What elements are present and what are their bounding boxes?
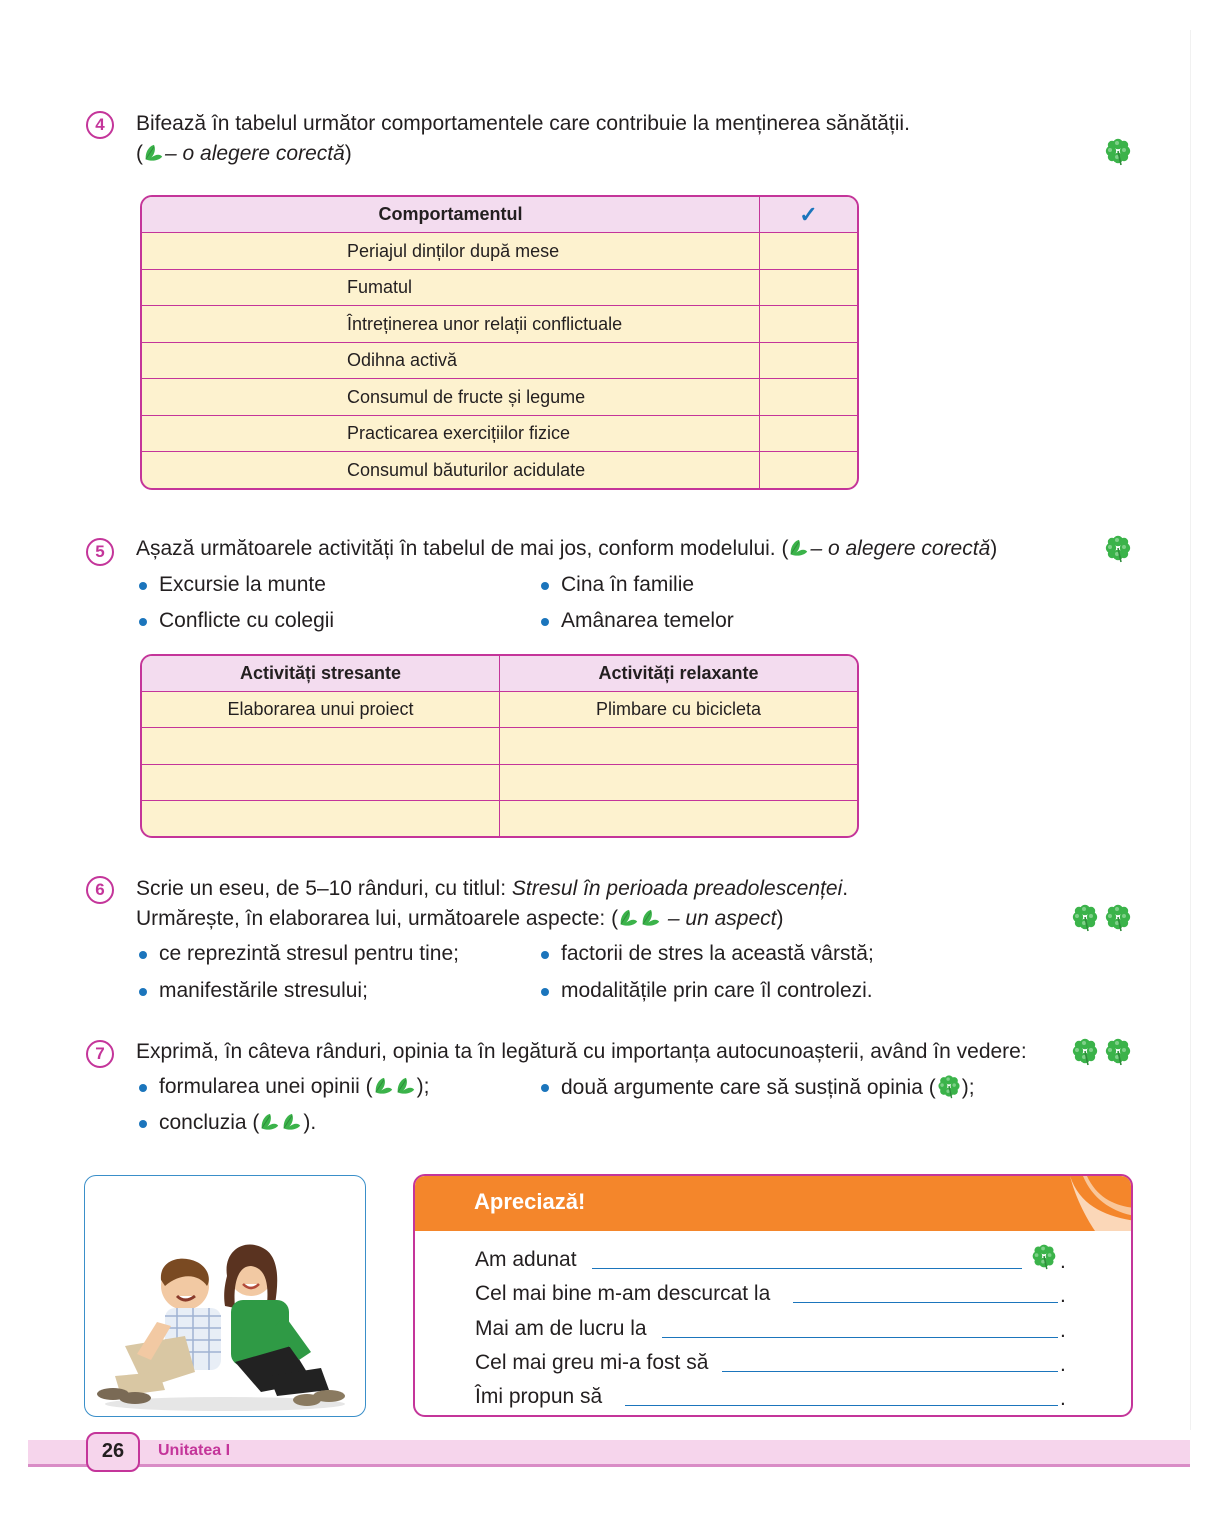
instruction-text: Scrie un eseu, de 5–10 rânduri, cu titlul: [136,877,512,900]
behavior-cell: Odihna activă [142,342,760,379]
instruction-text: Așază următoarele activități în tabelul de mai jos, conform modelului. ( [136,537,789,560]
page-edge [1190,30,1191,1430]
kids-photo [84,1175,366,1417]
score-note-text: – o alegere corectă [165,142,345,165]
table-row [142,415,857,452]
kids-illustration [85,1176,366,1417]
item-text-end: ); [961,1076,975,1099]
exercise-4-number: 4 [86,111,114,139]
check-cell[interactable] [760,452,858,488]
page-number: 26 [86,1432,140,1472]
exercise-4-instruction: Bifează în tabelul următor comportamentele care contribuie la menținerea sănătății. [136,112,910,135]
check-cell[interactable] [760,269,858,306]
checkmark-icon: ✓ [799,201,818,227]
appreciate-box [413,1174,1133,1417]
answer-line[interactable] [592,1268,1022,1269]
answer-line[interactable] [625,1405,1058,1406]
leaf-icon [395,1076,417,1096]
exercise-6-instruction-2: Urmărește, în elaborarea lui, următoarele aspecte: ( – un aspect) [136,907,784,930]
list-item: Cina în familie [561,571,694,599]
exercise-6-instruction: Scrie un eseu, de 5–10 rânduri, cu titlul: Stresul în perioada preadolescenței. [136,877,849,900]
empty-cell[interactable] [142,800,500,836]
appreciate-title: Apreciază! [474,1189,586,1214]
check-cell[interactable] [760,342,858,379]
clover-icon [936,1073,962,1099]
clover-icon [1103,902,1133,932]
answer-line[interactable] [793,1302,1058,1303]
empty-cell[interactable] [500,764,858,800]
item-text-end: ). [303,1111,317,1134]
table-row [142,233,857,270]
period: . [1060,1250,1066,1273]
behavior-cell: Consumul de fructe și legume [142,379,760,416]
score-note-text: – o alegere corectă [810,537,991,560]
clover-icon [1030,1242,1058,1270]
leaf-icon [640,908,662,928]
example-relaxing-cell: Plimbare cu bicicleta [500,692,858,728]
leaf-icon [373,1076,395,1096]
essay-title: Stresul în perioada preadolescenței [511,877,843,900]
check-cell[interactable] [760,415,858,452]
score-note-text: – un aspect [667,907,777,930]
exercise-7-number: 7 [86,1040,114,1068]
leaf-icon [143,143,165,163]
table-row [142,764,857,800]
list-item [159,1109,316,1137]
table-row [142,692,857,728]
stressful-column-header: Activități stresante [142,656,500,692]
list-item [159,1073,429,1101]
clover-icon [1103,136,1133,166]
leaf-icon [259,1112,281,1132]
list-item: manifestările stresului; [159,977,368,1005]
appreciate-row-4: Cel mai greu mi-a fost să [475,1351,709,1374]
appreciate-row-5: Îmi propun să [475,1385,603,1408]
item-text-end: ); [416,1075,430,1098]
clover-icon [1070,902,1100,932]
table-row [142,728,857,764]
exercise-6-number: 6 [86,876,114,904]
list-item: ce reprezintă stresul pentru tine; [159,940,459,968]
table-row [142,800,857,836]
appreciate-row-2: Cel mai bine m-am descurcat la [475,1282,771,1305]
exercise-7-instruction: Exprimă, în câteva rânduri, opinia ta în legătură cu importanța autocunoașterii, având în vedere: [136,1040,1027,1063]
appreciate-row-1: Am adunat [475,1248,577,1271]
empty-cell[interactable] [500,800,858,836]
leaf-icon [281,1112,303,1132]
behavior-column-header: Comportamentul [142,197,760,233]
period: . [1060,1319,1066,1342]
check-column-header [760,197,858,233]
clover-icon [1103,533,1133,563]
table-row [142,269,857,306]
empty-cell[interactable] [142,728,500,764]
activities-table [140,654,859,838]
empty-cell[interactable] [142,764,500,800]
period: . [1060,1353,1066,1376]
check-cell[interactable] [760,233,858,270]
behavior-cell: Practicarea exercițiilor fizice [142,415,760,452]
table-row [142,306,857,343]
list-item: factorii de stres la această vârstă; [561,940,874,968]
relaxing-column-header: Activități relaxante [500,656,858,692]
behavior-cell: Consumul băuturilor acidulate [142,452,760,488]
clover-icon [1070,1036,1100,1066]
exercise-5-number: 5 [86,538,114,566]
exercise-5-instruction: Așază următoarele activități în tabelul de mai jos, conform modelului. ( – o alegere corectă) [136,537,998,560]
instruction-text: Urmărește, în elaborarea lui, următoarele aspecte: ( [136,907,619,930]
period: . [1060,1387,1066,1410]
table-row [142,342,857,379]
period: . [1060,1284,1066,1307]
leaf-icon [618,908,640,928]
item-text: concluzia ( [159,1111,260,1134]
behavior-cell: Fumatul [142,269,760,306]
leaf-icon [788,538,810,558]
behavior-cell: Periajul dinților după mese [142,233,760,270]
footer-line [28,1464,1190,1467]
list-item: Conflicte cu colegii [159,607,334,635]
clover-icon [1103,1036,1133,1066]
table-row [142,452,857,488]
behavior-cell: Întreținerea unor relații conflictuale [142,306,760,343]
unit-label: Unitatea I [158,1442,231,1459]
item-text: două argumente care să susțină opinia ( [561,1076,936,1099]
empty-cell[interactable] [500,728,858,764]
example-stressful-cell: Elaborarea unui proiect [142,692,500,728]
answer-line[interactable] [662,1337,1058,1338]
list-item [561,1073,975,1102]
behaviors-table [140,195,859,490]
item-text: formularea unei opinii ( [159,1075,373,1098]
list-item: modalitățile prin care îl controlezi. [561,977,873,1005]
list-item: Excursie la munte [159,571,326,599]
answer-line[interactable] [722,1371,1058,1372]
check-cell[interactable] [760,306,858,343]
appreciate-header [415,1176,1131,1231]
table-row [142,379,857,416]
check-cell[interactable] [760,379,858,416]
appreciate-row-3: Mai am de lucru la [475,1317,647,1340]
exercise-4-score-note: ( – o alegere corectă) [136,142,352,165]
list-item: Amânarea temelor [561,607,734,635]
